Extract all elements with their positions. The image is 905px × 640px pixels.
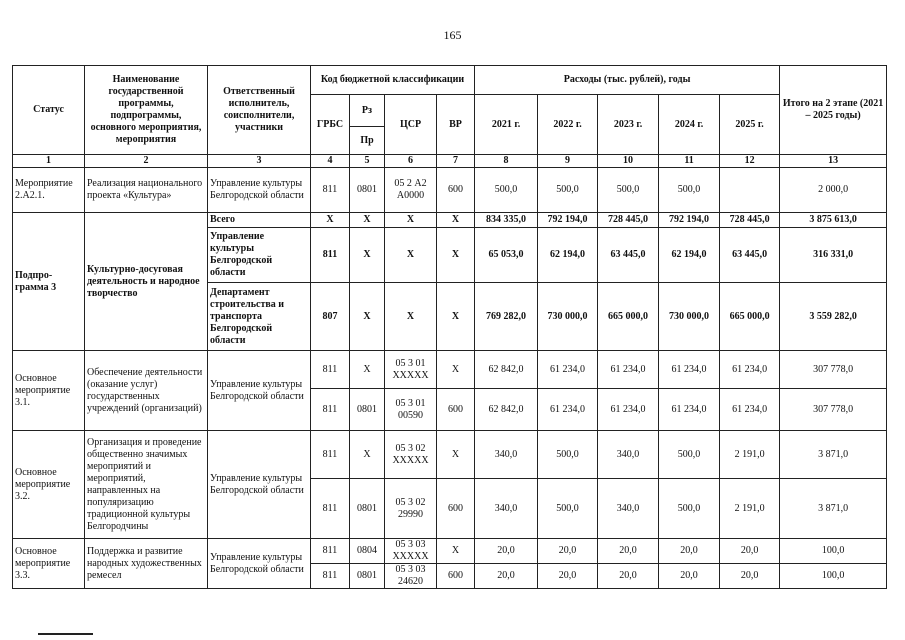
value-2024: 20,0 [659, 564, 720, 589]
grbs-cell: 811 [311, 228, 350, 283]
rzpr-cell: Х [350, 431, 385, 479]
header-2022: 2022 г. [538, 95, 598, 155]
value-2022: 792 194,0 [538, 213, 598, 228]
value-2025: 61 234,0 [720, 389, 780, 431]
rzpr-cell: 0801 [350, 479, 385, 539]
grbs-cell: 811 [311, 168, 350, 213]
column-number: 5 [350, 155, 385, 168]
responsible-cell: Управление культуры Белгородской области [208, 431, 311, 539]
responsible-cell: Управление культуры Белгородской области [208, 539, 311, 589]
value-2023: 20,0 [598, 539, 659, 564]
value-2022: 61 234,0 [538, 389, 598, 431]
value-2021: 500,0 [475, 168, 538, 213]
value-2023: 728 445,0 [598, 213, 659, 228]
value-2021: 769 282,0 [475, 283, 538, 351]
csr-cell: 05 2 А2 А0000 [385, 168, 437, 213]
column-number: 3 [208, 155, 311, 168]
value-total: 307 778,0 [780, 389, 887, 431]
header-name: Наименование государственной программы, подпрограммы, основного мероприятия, мероприятия [85, 66, 208, 155]
header-2024: 2024 г. [659, 95, 720, 155]
vr-cell: 600 [437, 389, 475, 431]
status-cell: Основное мероприятие 3.1. [13, 351, 85, 431]
responsible-cell: Департамент строительства и транспорта Белгородской области [208, 283, 311, 351]
value-2021: 65 053,0 [475, 228, 538, 283]
value-total: 316 331,0 [780, 228, 887, 283]
column-number: 10 [598, 155, 659, 168]
header-2023: 2023 г. [598, 95, 659, 155]
status-cell: Мероприятие 2.А2.1. [13, 168, 85, 213]
header-pr: Пр [350, 127, 385, 155]
value-total: 3 871,0 [780, 431, 887, 479]
header-2025: 2025 г. [720, 95, 780, 155]
value-2025: 728 445,0 [720, 213, 780, 228]
responsible-cell: Управление культуры Белгородской области [208, 168, 311, 213]
column-number: 4 [311, 155, 350, 168]
csr-cell: Х [385, 213, 437, 228]
table-row [13, 213, 887, 228]
header-expenses: Расходы (тыс. рублей), годы [475, 66, 780, 95]
value-2025: 63 445,0 [720, 228, 780, 283]
value-2022: 61 234,0 [538, 351, 598, 389]
table-row [13, 539, 887, 564]
grbs-cell: 807 [311, 283, 350, 351]
value-2021: 62 842,0 [475, 389, 538, 431]
vr-cell: Х [437, 351, 475, 389]
column-number: 11 [659, 155, 720, 168]
column-number: 13 [780, 155, 887, 168]
value-2022: 500,0 [538, 431, 598, 479]
value-2024: 792 194,0 [659, 213, 720, 228]
responsible-cell: Всего [208, 213, 311, 228]
rzpr-cell: Х [350, 283, 385, 351]
value-2025: 2 191,0 [720, 479, 780, 539]
column-number: 1 [13, 155, 85, 168]
grbs-cell: 811 [311, 351, 350, 389]
value-total: 3 559 282,0 [780, 283, 887, 351]
budget-table [12, 65, 887, 589]
csr-cell: 05 3 02 29990 [385, 479, 437, 539]
rzpr-cell: Х [350, 213, 385, 228]
value-2024: 500,0 [659, 431, 720, 479]
value-2022: 62 194,0 [538, 228, 598, 283]
rzpr-cell: 0801 [350, 168, 385, 213]
column-number: 8 [475, 155, 538, 168]
value-2024: 61 234,0 [659, 389, 720, 431]
value-2021: 834 335,0 [475, 213, 538, 228]
vr-cell: 600 [437, 479, 475, 539]
column-number: 2 [85, 155, 208, 168]
rzpr-cell: Х [350, 351, 385, 389]
csr-cell: Х [385, 283, 437, 351]
table-row [13, 351, 887, 389]
value-2021: 62 842,0 [475, 351, 538, 389]
value-2025: 61 234,0 [720, 351, 780, 389]
value-total: 100,0 [780, 539, 887, 564]
value-2025: 20,0 [720, 564, 780, 589]
rzpr-cell: 0804 [350, 539, 385, 564]
csr-cell: 05 3 03 24620 [385, 564, 437, 589]
column-number: 7 [437, 155, 475, 168]
header-2021: 2021 г. [475, 95, 538, 155]
header-total: Итого на 2 этапе (2021 – 2025 годы) [780, 66, 887, 155]
value-2025: 20,0 [720, 539, 780, 564]
header-rz: Рз [350, 95, 385, 127]
responsible-cell: Управление культуры Белгородской области [208, 351, 311, 431]
status-cell: Основное мероприятие 3.2. [13, 431, 85, 539]
header-csr: ЦСР [385, 95, 437, 155]
status-cell: Подпро-грамма 3 [13, 213, 85, 351]
vr-cell: Х [437, 539, 475, 564]
value-2022: 730 000,0 [538, 283, 598, 351]
value-2025 [720, 168, 780, 213]
name-cell: Организация и проведение общественно значимых мероприятий и мероприятий, направленных на популяризацию традиционной культуры Белгородчины [85, 431, 208, 539]
value-2025: 665 000,0 [720, 283, 780, 351]
value-total: 3 871,0 [780, 479, 887, 539]
value-2021: 340,0 [475, 479, 538, 539]
value-2022: 20,0 [538, 539, 598, 564]
vr-cell: Х [437, 213, 475, 228]
vr-cell: Х [437, 228, 475, 283]
csr-cell: 05 3 03 ХХХХХ [385, 539, 437, 564]
value-total: 100,0 [780, 564, 887, 589]
value-2021: 20,0 [475, 564, 538, 589]
value-2022: 500,0 [538, 479, 598, 539]
vr-cell: 600 [437, 564, 475, 589]
grbs-cell: 811 [311, 389, 350, 431]
table-row [13, 168, 887, 213]
footnote-separator [38, 633, 93, 635]
value-2023: 61 234,0 [598, 351, 659, 389]
value-2023: 340,0 [598, 431, 659, 479]
value-2023: 500,0 [598, 168, 659, 213]
value-2024: 20,0 [659, 539, 720, 564]
header-grbs: ГРБС [311, 95, 350, 155]
value-2025: 2 191,0 [720, 431, 780, 479]
vr-cell: 600 [437, 168, 475, 213]
header-vr: ВР [437, 95, 475, 155]
value-2023: 665 000,0 [598, 283, 659, 351]
grbs-cell: 811 [311, 564, 350, 589]
vr-cell: Х [437, 431, 475, 479]
grbs-cell: 811 [311, 479, 350, 539]
header-status: Статус [13, 66, 85, 155]
value-2024: 730 000,0 [659, 283, 720, 351]
column-number: 9 [538, 155, 598, 168]
vr-cell: Х [437, 283, 475, 351]
csr-cell: 05 3 01 ХХХХХ [385, 351, 437, 389]
value-2023: 61 234,0 [598, 389, 659, 431]
rzpr-cell: Х [350, 228, 385, 283]
status-cell: Основное мероприятие 3.3. [13, 539, 85, 589]
value-2022: 500,0 [538, 168, 598, 213]
grbs-cell: Х [311, 213, 350, 228]
grbs-cell: 811 [311, 539, 350, 564]
csr-cell: 05 3 01 00590 [385, 389, 437, 431]
value-2022: 20,0 [538, 564, 598, 589]
value-total: 2 000,0 [780, 168, 887, 213]
name-cell: Обеспечение деятельности (оказание услуг) государственных учреждений (организаций) [85, 351, 208, 431]
value-2023: 340,0 [598, 479, 659, 539]
name-cell: Культурно-досуговая деятельность и народное творчество [85, 213, 208, 351]
column-number: 6 [385, 155, 437, 168]
responsible-cell: Управление культуры Белгородской области [208, 228, 311, 283]
value-total: 307 778,0 [780, 351, 887, 389]
rzpr-cell: 0801 [350, 564, 385, 589]
value-2023: 63 445,0 [598, 228, 659, 283]
csr-cell: Х [385, 228, 437, 283]
rzpr-cell: 0801 [350, 389, 385, 431]
value-2024: 62 194,0 [659, 228, 720, 283]
value-2021: 20,0 [475, 539, 538, 564]
value-2024: 500,0 [659, 479, 720, 539]
name-cell: Реализация национального проекта «Культура» [85, 168, 208, 213]
value-total: 3 875 613,0 [780, 213, 887, 228]
value-2024: 500,0 [659, 168, 720, 213]
value-2023: 20,0 [598, 564, 659, 589]
table-row [13, 431, 887, 479]
name-cell: Поддержка и развитие народных художественных ремесел [85, 539, 208, 589]
value-2021: 340,0 [475, 431, 538, 479]
header-budget-code: Код бюджетной классификации [311, 66, 475, 95]
csr-cell: 05 3 02 ХХХХХ [385, 431, 437, 479]
column-number: 12 [720, 155, 780, 168]
value-2024: 61 234,0 [659, 351, 720, 389]
header-responsible: Ответственный исполнитель, соисполнители, участники [208, 66, 311, 155]
page-number: 165 [443, 28, 462, 42]
grbs-cell: 811 [311, 431, 350, 479]
